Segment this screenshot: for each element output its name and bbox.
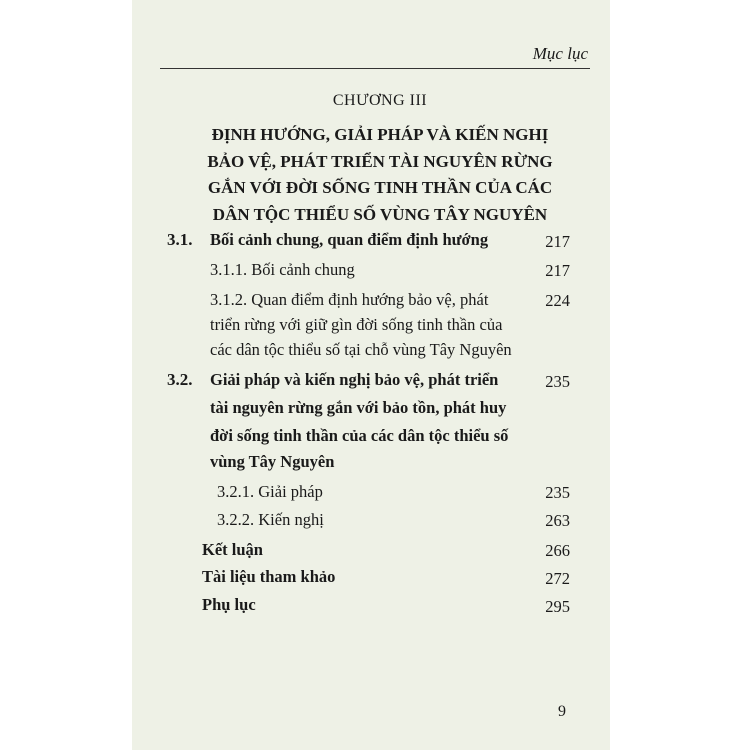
toc-entry-title: 3.2.1. Giải pháp bbox=[217, 482, 323, 501]
page-number: 9 bbox=[558, 703, 566, 720]
toc-page-number: 235 bbox=[545, 483, 570, 502]
toc-page-number: 235 bbox=[545, 372, 570, 391]
chapter-title-line: BẢO VỆ, PHÁT TRIỂN TÀI NGUYÊN RỪNG bbox=[207, 152, 553, 171]
toc-page-number: 224 bbox=[545, 291, 570, 310]
toc-entry-title: 3.1.2. Quan điểm định hướng bảo vệ, phát bbox=[210, 290, 489, 309]
toc-page-number: 217 bbox=[545, 261, 570, 280]
chapter-number: CHƯƠNG III bbox=[332, 92, 428, 109]
running-header: Mục lục bbox=[532, 44, 588, 63]
book-page bbox=[132, 0, 610, 750]
toc-page-number: 266 bbox=[545, 541, 570, 560]
toc-page-number: 217 bbox=[545, 232, 570, 251]
chapter-title-line: GẮN VỚI ĐỜI SỐNG TINH THẦN CỦA CÁC bbox=[207, 178, 553, 197]
toc-entry-title: vùng Tây Nguyên bbox=[210, 452, 335, 471]
toc-entry-title: 3.1.1. Bối cảnh chung bbox=[210, 260, 355, 279]
header-rule bbox=[160, 68, 590, 69]
chapter-title-line: DÂN TỘC THIỂU SỐ VÙNG TÂY NGUYÊN bbox=[212, 205, 548, 224]
toc-page-number: 272 bbox=[545, 569, 570, 588]
chapter-title-line: ĐỊNH HƯỚNG, GIẢI PHÁP VÀ KIẾN NGHỊ bbox=[211, 125, 549, 144]
toc-entry-title: Bối cảnh chung, quan điểm định hướng bbox=[210, 230, 489, 249]
section-number: 3.1. bbox=[167, 230, 193, 249]
toc-page-number: 263 bbox=[545, 511, 570, 530]
toc-entry-title: Kết luận bbox=[202, 540, 263, 559]
section-number: 3.2. bbox=[167, 370, 193, 389]
toc-entry-title: triển rừng với giữ gìn đời sống tinh thần của bbox=[210, 315, 503, 334]
toc-entry-title: Giải pháp và kiến nghị bảo vệ, phát triển bbox=[210, 370, 499, 389]
toc-entry-title: đời sống tinh thần của các dân tộc thiểu số bbox=[210, 426, 509, 445]
toc-page-number: 295 bbox=[545, 597, 570, 616]
toc-entry-title: các dân tộc thiểu số tại chỗ vùng Tây Nguyên bbox=[210, 340, 512, 359]
toc-entry-title: tài nguyên rừng gắn với bảo tồn, phát huy bbox=[210, 398, 507, 417]
toc-entry-title: Phụ lục bbox=[202, 595, 256, 614]
toc-entry-title: Tài liệu tham khảo bbox=[202, 567, 336, 586]
toc-entry-title: 3.2.2. Kiến nghị bbox=[217, 510, 324, 529]
